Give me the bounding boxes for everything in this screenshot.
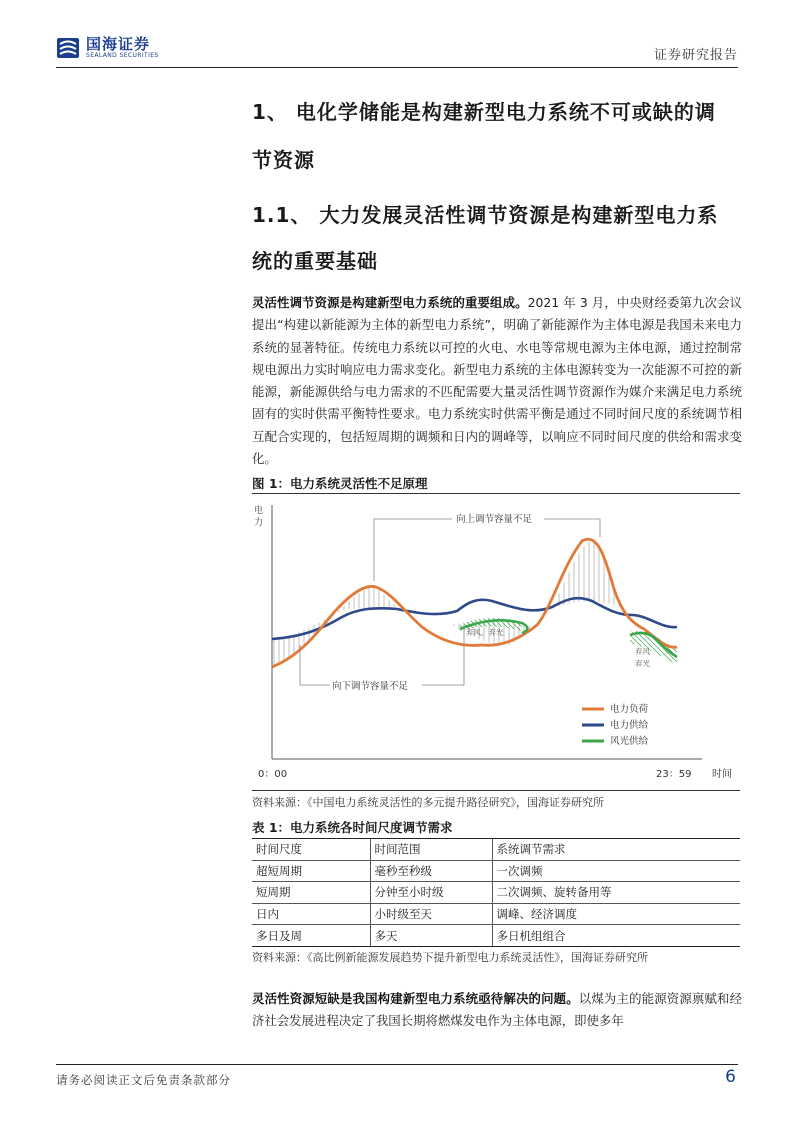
annotation-up: 向上调节容量不足: [456, 514, 533, 525]
section-1-heading-line2: 节资源: [252, 148, 315, 172]
table-header-row: [252, 839, 740, 861]
table-row: [252, 882, 740, 904]
page-number: 6: [725, 1067, 736, 1087]
down-bracket: [300, 627, 464, 685]
disclaimer-note: 请务必阅读正文后免责条款部分: [56, 1073, 231, 1087]
table-cell: 小时级至天: [370, 903, 492, 925]
paragraph-lead: 灵活性资源短缺是我国构建新型电力系统亟待解决的问题。: [252, 991, 579, 1006]
y-axis-label-char2: 力: [254, 518, 264, 528]
legend-load: 电力负荷: [610, 704, 649, 715]
table-header-cell: 时间范围: [370, 839, 492, 861]
table-cell: 多日机组组合: [492, 925, 740, 947]
logo-english: SEALAND SECURITIES: [86, 52, 159, 59]
table-header-cell: 系统调节需求: [492, 839, 740, 861]
table-row: [252, 860, 740, 882]
page-header: [56, 34, 738, 68]
section-1-heading-line1: 1、 电化学储能是构建新型电力系统不可或缺的调: [252, 100, 716, 124]
table-cell: 多日及周: [252, 925, 370, 947]
table-cell: 超短周期: [252, 860, 370, 882]
section-1-1-heading-line1: 1.1、 大力发展灵活性调节资源是构建新型电力系: [252, 203, 719, 227]
table-cell: 一次调频: [492, 860, 740, 882]
table-1-source: 资料来源：《高比例新能源发展趋势下提升新型电力系统灵活性》，国海证券研究所: [252, 951, 648, 964]
sealand-logo-icon: [56, 36, 80, 60]
up-bracket: [374, 519, 600, 581]
table-cell: 多天: [370, 925, 492, 947]
figure-1-diagram: [252, 497, 740, 785]
table-cell: 毫秒至秒级: [370, 860, 492, 882]
figure-1-title: 图 1：电力系统灵活性不足原理: [252, 474, 740, 494]
company-logo: [56, 36, 159, 60]
section-1-heading: [252, 88, 742, 184]
page-footer: [56, 1064, 738, 1094]
table-row: [252, 903, 740, 925]
logo-chinese: 国海证券: [86, 35, 151, 53]
y-axis-label-char1: 电: [254, 506, 264, 516]
x-end-label: 23：59: [656, 769, 692, 780]
paragraph-body: 以煤为主的能源资源禀赋和经济社会发展进程决定了我国长期将燃煤发电作为主体电源，即使多年: [252, 991, 743, 1029]
table-row: [252, 925, 740, 947]
table-cell: 二次调频、旋转备用等: [492, 882, 740, 904]
paragraph-flexibility: [252, 292, 742, 470]
legend-supply: 电力供给: [610, 720, 649, 731]
curtail-label-2b: 弃光: [635, 659, 650, 668]
x-axis-label: 时间: [712, 769, 732, 780]
curtail-label-2a: 弃风: [635, 647, 650, 656]
section-1-1-heading: [252, 192, 742, 284]
table-cell: 日内: [252, 903, 370, 925]
table-header-cell: 时间尺度: [252, 839, 370, 861]
table-cell: 短周期: [252, 882, 370, 904]
paragraph-body: 2021 年 3 月，中央财经委第九次会议提出“构建以新能源为主体的新型电力系统”，明确了新能源作为主体电源是我国未来电力系统的显著特征。传统电力系统以可控的火电、水电等常规电源为主体电源，通过控制常规电源出力实时响应电力需求变化。新型电力系统的主体电源转变为一次能源不可控的新能源，新能源供给与电力需求的不匹配需要大量灵活性调节资源作为媒介来满足电力系统固有的实时供需平衡特性要求。电力系统实时供需平衡是通过不同时间尺度的系统调节相互配合实现的，包括短周期的调频和日内的调峰等，以响应不同时间尺度的供给和需求变化。: [252, 295, 743, 467]
table-1: [252, 838, 740, 947]
x-start-label: 0：00: [258, 769, 288, 780]
legend-windsolar: 风光供给: [610, 736, 649, 747]
table-cell: 调峰、经济调度: [492, 903, 740, 925]
table-cell: 分钟至小时级: [370, 882, 492, 904]
figure-1-source: 资料来源：《中国电力系统灵活性的多元提升路径研究》，国海证券研究所: [252, 790, 740, 810]
curtail-label-1: 弃风、弃光: [466, 628, 504, 637]
table-1-title: 表 1：电力系统各时间尺度调节需求: [252, 820, 453, 835]
paragraph-shortage: [252, 988, 742, 1033]
legend: [582, 703, 649, 747]
report-type: 证券研究报告: [653, 48, 738, 63]
section-1-1-heading-line2: 统的重要基础: [252, 249, 378, 273]
paragraph-lead: 灵活性调节资源是构建新型电力系统的重要组成。: [252, 295, 528, 310]
flexibility-diagram-svg: [252, 497, 740, 785]
annotation-down: 向下调节容量不足: [332, 681, 409, 692]
